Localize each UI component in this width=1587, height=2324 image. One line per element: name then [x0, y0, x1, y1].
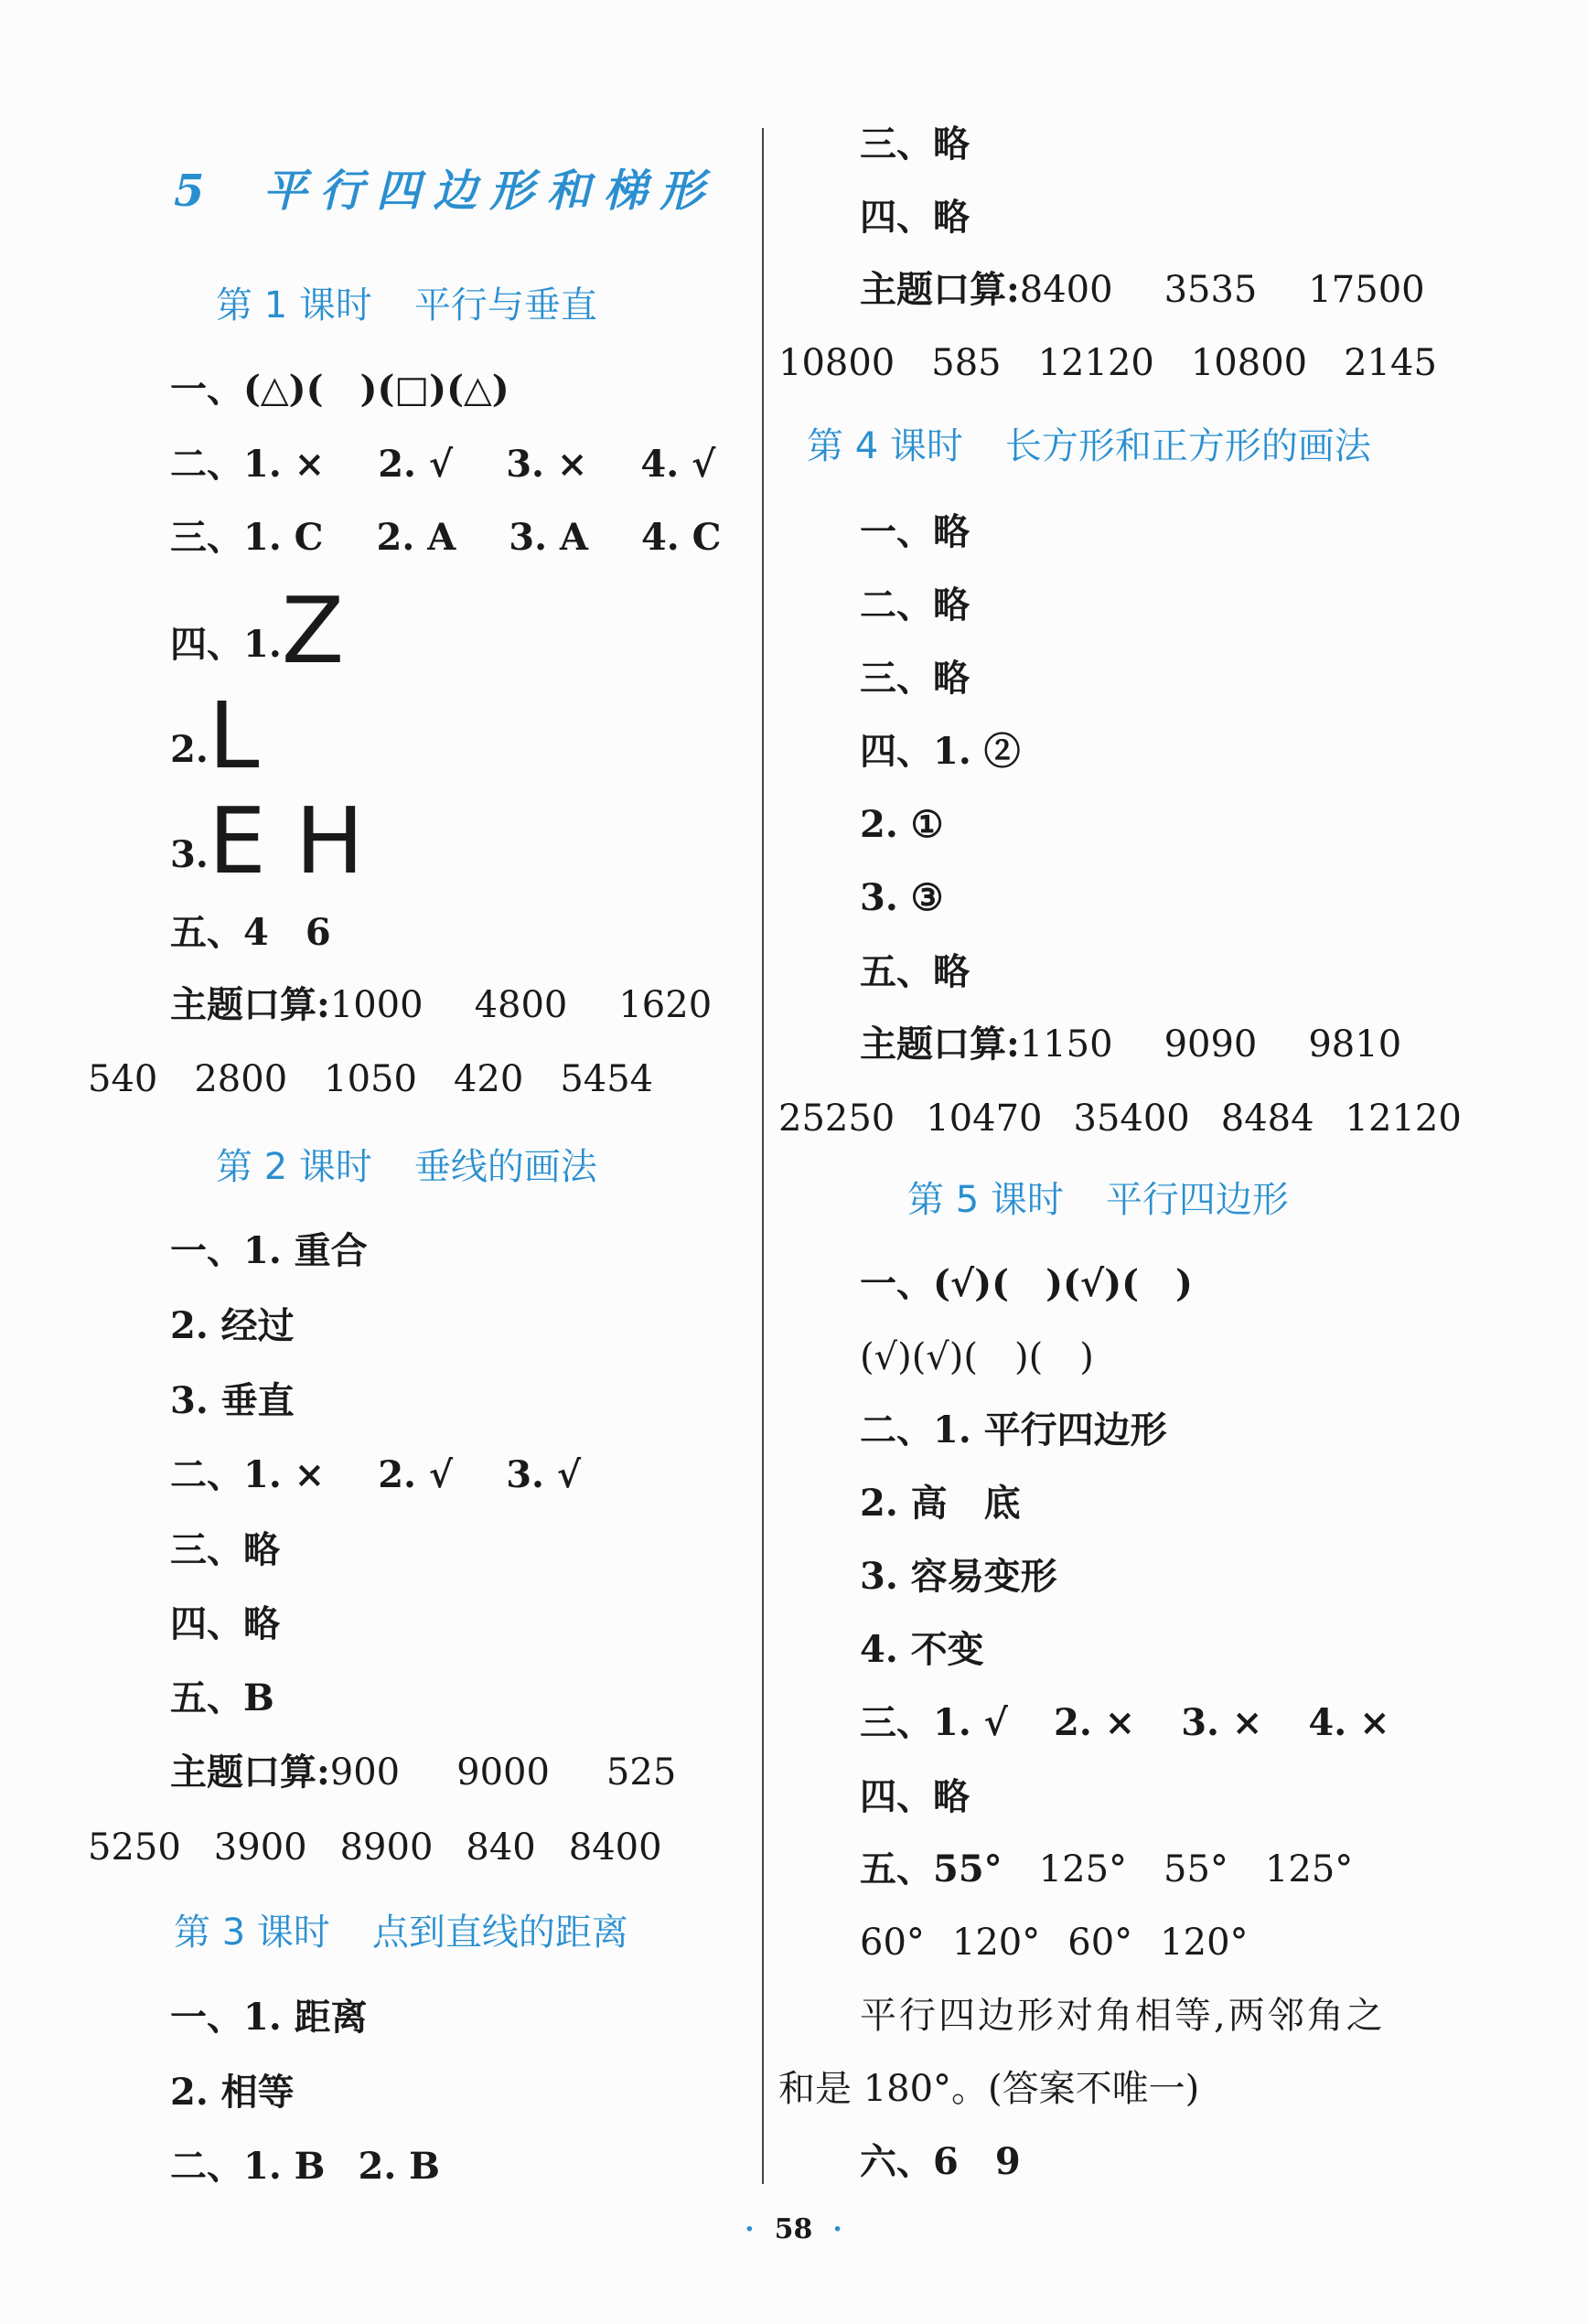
calc-value: 4800 [474, 984, 568, 1026]
answer-line: 三、略 [860, 123, 970, 166]
answer-line: (√)(√)( )( ) [860, 1336, 1094, 1378]
answer-line: 三、略 [860, 657, 970, 700]
calc-value: 9000 [456, 1751, 550, 1794]
calc-value: 420 [453, 1058, 524, 1100]
calc-value: 8400 [1019, 269, 1113, 311]
answer-item: 2. A [376, 516, 456, 559]
answer-big-letter: E H [208, 787, 364, 894]
answer-item: 二、1. × [170, 443, 326, 486]
lesson-title: 垂线的画法 [413, 1146, 597, 1188]
calc-line [860, 268, 1425, 311]
answer-item: 3. √ [506, 1453, 582, 1496]
answer-line [170, 577, 345, 684]
answer-item: 120° [951, 1922, 1041, 1964]
answer-item: 55° [1163, 1848, 1228, 1890]
answer-line: 五、略 [860, 950, 970, 993]
answer-item: 3. × [1181, 1701, 1263, 1744]
chapter-number: 5 [174, 166, 218, 217]
calc-value: 9090 [1163, 1023, 1258, 1066]
answer-line [170, 516, 722, 559]
answer-item: 二、1. B [170, 2145, 326, 2188]
calc-value: 540 [88, 1058, 158, 1100]
answer-item: 2. B [358, 2145, 440, 2188]
calc-value: 17500 [1308, 269, 1425, 311]
answer-line: 4. 不变 [860, 1628, 984, 1671]
answer-line: 五、4 6 [170, 911, 331, 954]
lesson-title: 平行四边形 [1105, 1179, 1289, 1221]
answer-line: 六、6 9 [860, 2140, 1021, 2183]
column-divider [762, 128, 764, 2184]
answer-line: 一、略 [860, 510, 970, 553]
answer-line: 2. 相等 [170, 2071, 295, 2114]
lesson-label: 第 5 课时 [907, 1179, 1064, 1221]
answer-item: 三、1. C [170, 516, 324, 559]
answer-item: 2. × [1053, 1701, 1136, 1744]
calc-value: 1000 [329, 984, 424, 1026]
calc-value: 3535 [1163, 269, 1258, 311]
calc-value: 1150 [1019, 1023, 1113, 1066]
answer-line [860, 1847, 1354, 1890]
answer-line [170, 1453, 582, 1496]
calc-value: 10470 [926, 1098, 1043, 1140]
answer-line: 2. 高 底 [860, 1482, 1021, 1525]
footer-dot: · [745, 2213, 755, 2245]
answer-item: 120° [1160, 1922, 1249, 1964]
answer-item: 二、1. × [170, 1453, 326, 1496]
answer-item: 3. A [509, 516, 588, 559]
lesson-2-heading [216, 1146, 597, 1188]
calc-value: 2145 [1344, 342, 1437, 384]
answer-item: 五、55° [860, 1847, 1003, 1890]
answer-line: 三、略 [170, 1528, 280, 1571]
answer-item: 三、1. √ [860, 1701, 1008, 1744]
calc-value: 12120 [1345, 1098, 1462, 1140]
answer-line: 2. 经过 [170, 1304, 295, 1347]
calc-line [88, 1058, 654, 1100]
lesson-label: 第 1 课时 [216, 284, 372, 327]
answer-item: 4. C [640, 516, 722, 559]
answer-prefix: 2. [170, 728, 209, 771]
answer-line: 3. 垂直 [170, 1379, 295, 1422]
lesson-title: 平行与垂直 [413, 284, 597, 327]
calc-value: 25250 [778, 1098, 895, 1140]
answer-note: 平行四边形对角相等,两邻角之 [860, 1995, 1386, 2037]
answer-item: 125° [1264, 1848, 1354, 1890]
calc-label: 主题口算: [170, 1751, 330, 1794]
calc-line [88, 1826, 662, 1869]
answer-item: 2. √ [378, 443, 454, 486]
calc-label: 主题口算: [170, 983, 330, 1026]
calc-line [860, 1023, 1402, 1066]
answer-line: 四、略 [170, 1602, 280, 1645]
answer-item: 3. × [506, 443, 588, 486]
calc-value: 525 [606, 1751, 677, 1794]
calc-line [778, 342, 1437, 384]
footer-dot: · [832, 2213, 842, 2245]
lesson-title: 长方形和正方形的画法 [1004, 425, 1371, 467]
calc-value: 585 [931, 342, 1002, 384]
calc-value: 3900 [213, 1826, 307, 1869]
answer-line [860, 1922, 1249, 1964]
answer-big-letter: Z [281, 577, 345, 684]
answer-big-letter: L [208, 682, 260, 789]
answer-item: 60° [860, 1922, 925, 1964]
answer-line: 一、1. 距离 [170, 1996, 368, 2039]
answer-item: 60° [1067, 1922, 1133, 1964]
answer-line: 四、略 [860, 196, 970, 239]
calc-line [170, 983, 713, 1026]
answer-prefix: 3. [170, 833, 209, 876]
calc-line [778, 1098, 1462, 1140]
answer-line [860, 1701, 1390, 1744]
answer-line: 一、(△)( )(□)(△) [170, 368, 509, 411]
answer-line [170, 787, 364, 894]
calc-value: 10800 [778, 342, 895, 384]
calc-value: 1620 [618, 984, 713, 1026]
calc-value: 9810 [1308, 1023, 1402, 1066]
calc-value: 5250 [88, 1826, 181, 1869]
lesson-title: 点到直线的距离 [371, 1912, 628, 1954]
calc-label: 主题口算: [860, 1023, 1020, 1066]
answer-line: 二、略 [860, 584, 970, 627]
answer-line [170, 2145, 440, 2188]
answer-line: 五、B [170, 1676, 274, 1719]
answer-item: 4. √ [640, 443, 716, 486]
calc-value: 10800 [1190, 342, 1308, 384]
calc-value: 1050 [324, 1058, 417, 1100]
answer-line [170, 682, 260, 789]
answer-line: 四、1. ② [860, 730, 1021, 773]
calc-value: 900 [329, 1751, 401, 1794]
answer-line: 二、1. 平行四边形 [860, 1408, 1167, 1451]
answer-line: 3. 容易变形 [860, 1555, 1057, 1598]
answer-note: 和是 180°。(答案不唯一) [778, 2068, 1200, 2110]
lesson-4-heading [807, 425, 1371, 467]
page-footer [0, 2213, 1587, 2245]
lesson-3-heading [174, 1912, 628, 1954]
calc-label: 主题口算: [860, 268, 1020, 311]
calc-value: 35400 [1073, 1098, 1190, 1140]
lesson-1-heading [216, 284, 597, 327]
answer-line: 2. ① [860, 803, 944, 846]
answer-line [170, 443, 716, 486]
answer-item: 4. × [1308, 1701, 1390, 1744]
answer-item: 2. √ [378, 1453, 454, 1496]
calc-value: 8484 [1220, 1098, 1314, 1140]
answer-line: 3. ③ [860, 876, 944, 919]
calc-value: 2800 [194, 1058, 288, 1100]
calc-value: 12120 [1037, 342, 1154, 384]
calc-value: 840 [466, 1826, 536, 1869]
answer-line: 一、(√)( )(√)( ) [860, 1262, 1193, 1305]
calc-value: 8900 [339, 1826, 434, 1869]
answer-line: 四、略 [860, 1775, 970, 1818]
page-number: 58 [774, 2213, 813, 2245]
chapter-title: 平行四边形和梯形 [263, 166, 717, 217]
chapter-heading [174, 155, 716, 219]
calc-line [170, 1751, 677, 1794]
answer-line: 一、1. 重合 [170, 1229, 368, 1272]
calc-value: 8400 [568, 1826, 662, 1869]
lesson-label: 第 2 课时 [216, 1146, 372, 1188]
lesson-label: 第 3 课时 [174, 1912, 330, 1954]
lesson-5-heading [907, 1179, 1289, 1221]
answer-item: 125° [1038, 1848, 1128, 1890]
lesson-label: 第 4 课时 [807, 425, 963, 467]
calc-value: 5454 [560, 1058, 654, 1100]
answer-prefix: 四、1. [170, 623, 282, 666]
